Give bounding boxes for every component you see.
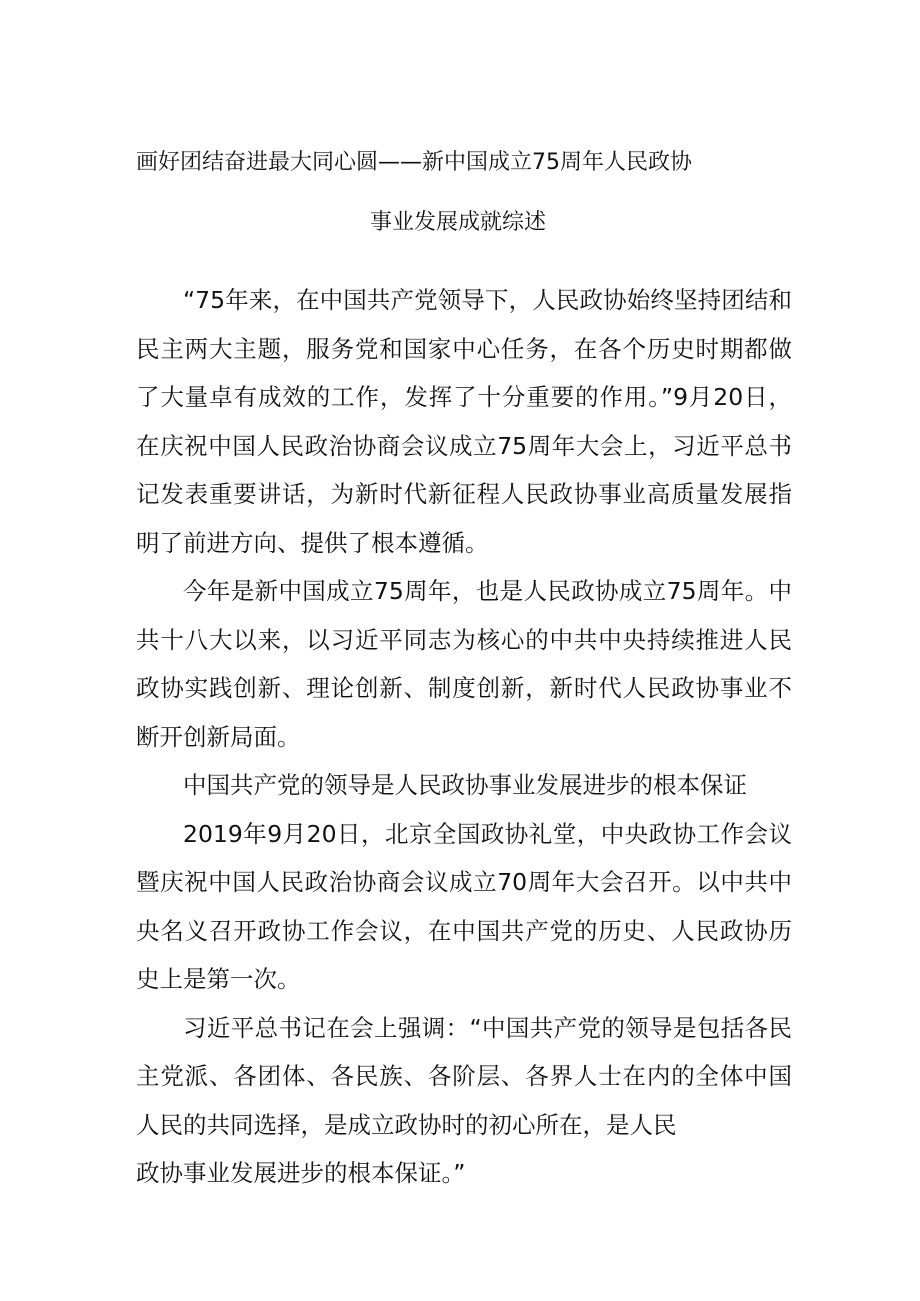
paragraph-intro-quote: “75年来，在中国共产党领导下，人民政协始终坚持团结和民主两大主题，服务党和国家中心任务，在各个历史时期都做了大量卓有成效的工作，发挥了十分重要的作用。”9月20日，在庆祝中国人民政治协商会议成立75周年大会上，习近平总书记发表重要讲话，为新时代新征程人民政协事业高质量发展指明了前进方向、提供了根本遵循。: [136, 286, 792, 557]
paragraph-xi-quote: 习近平总书记在会上强调：“中国共产党的领导是包括各民主党派、各团体、各民族、各阶层、各界人士在内的全体中国人民的共同选择，是成立政协时的初心所在，是人民: [136, 1013, 792, 1139]
document-body: [136, 276, 792, 1198]
section-heading-party-leadership: 中国共产党的领导是人民政协事业发展进步的根本保证: [183, 771, 747, 799]
paragraph-xi-quote-continued: 政协事业发展进步的根本保证。”: [136, 1159, 466, 1187]
paragraph-anniversary: 今年是新中国成立75周年，也是人民政协成立75周年。中共十八大以来，以习近平同志为核心的中共中央持续推进人民政协实践创新、理论创新、制度创新，新时代人民政协事业不断开创新局面。: [136, 577, 792, 751]
document-title-line-2: 事业发展成就综述: [370, 210, 547, 235]
paragraph-2019-meeting: 2019年9月20日，北京全国政协礼堂，中央政协工作会议暨庆祝中国人民政治协商会议成立70周年大会召开。以中共中央名义召开政协工作会议，在中国共产党的历史、人民政协历史上是第一次。: [136, 819, 792, 993]
document-title-line-1: 画好团结奋进最大同心圆——新中国成立75周年人民政协: [136, 150, 692, 175]
